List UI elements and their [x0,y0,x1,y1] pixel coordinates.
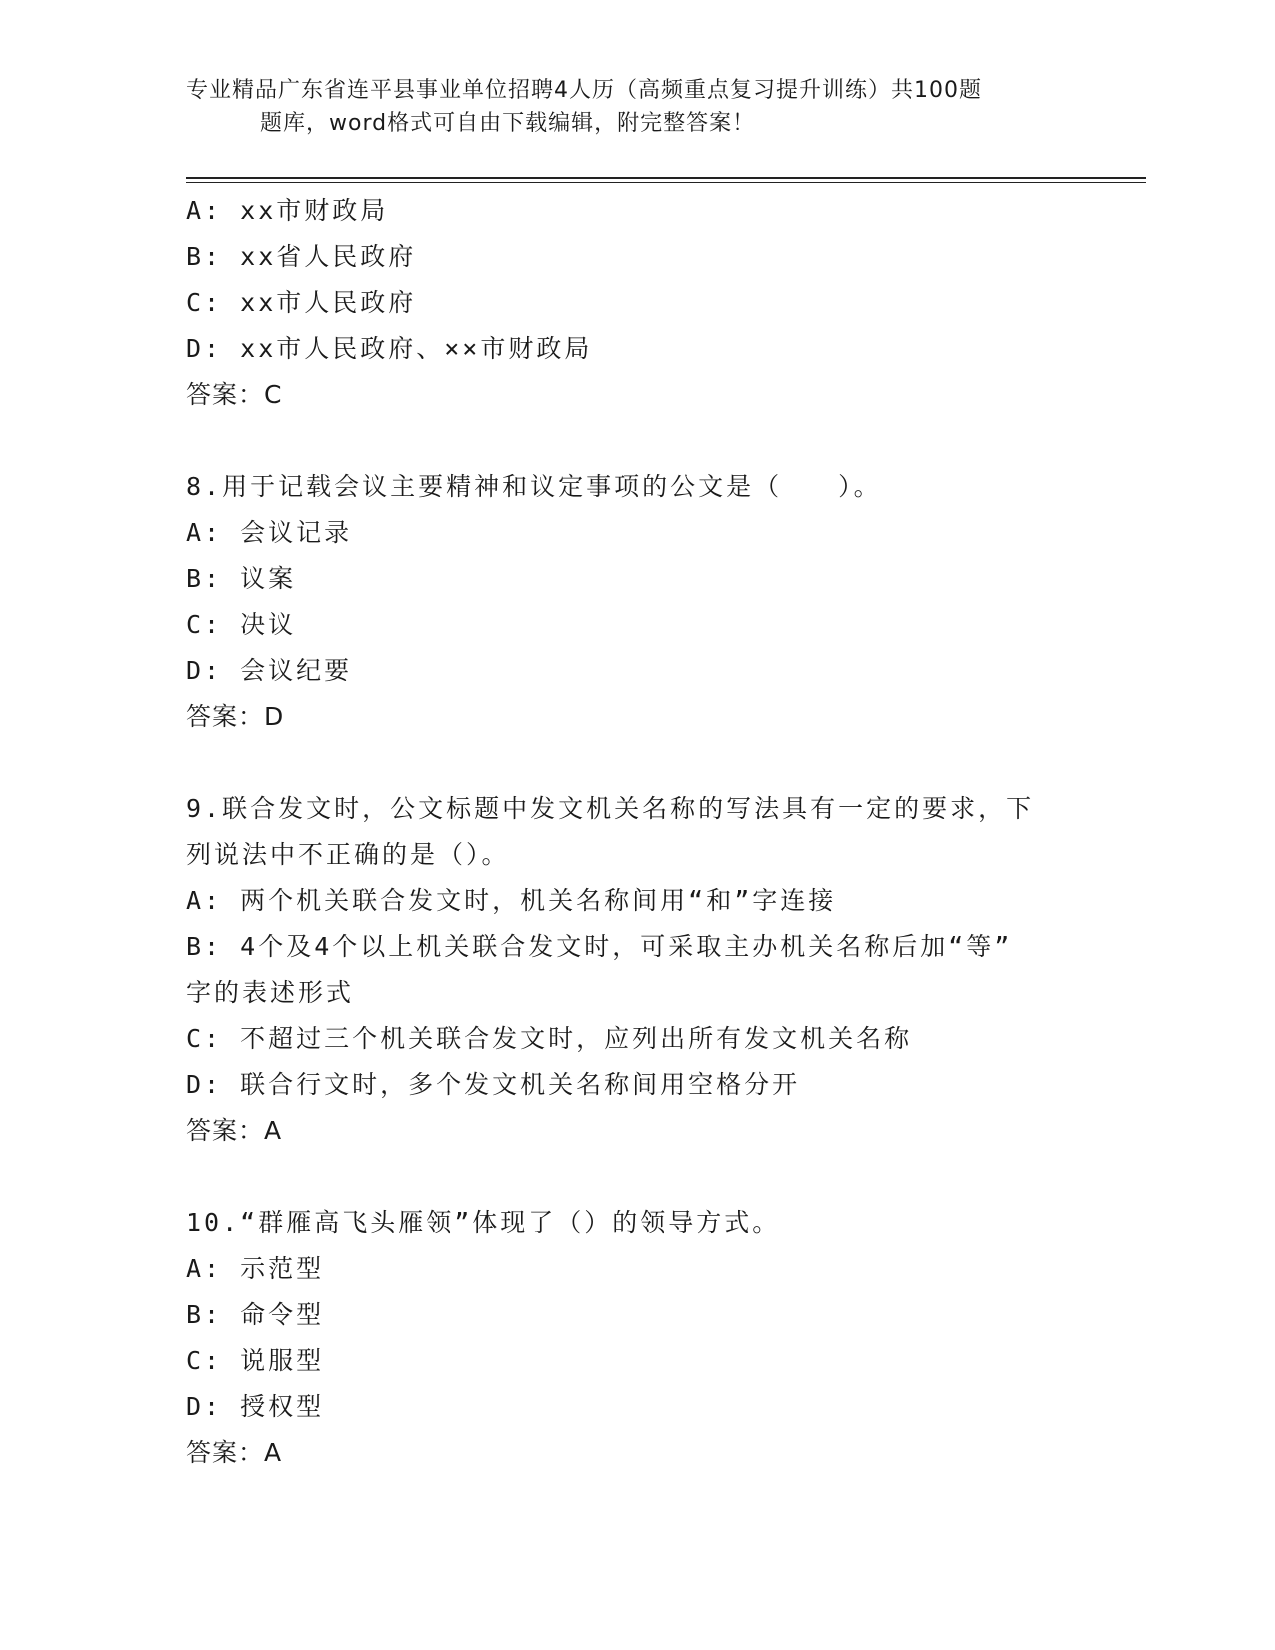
option-b: B: 议案 [186,564,297,593]
option-b: B: 4个及4个以上机关联合发文时，可采取主办机关名称后加“等” [186,932,1013,961]
question-8 [186,464,1066,740]
question-stem-continued: 列说法中不正确的是（）。 [186,840,510,869]
option-a: A: xx市财政局 [186,196,389,225]
title-line-2: 题库，word格式可自由下载编辑，附完整答案！ [260,111,756,136]
answer: 答案：A [186,1116,283,1145]
question-list [186,188,1066,1476]
answer: 答案：A [186,1438,283,1467]
option-c: C: 决议 [186,610,297,639]
answer: 答案：C [186,380,283,409]
option-a: A: 会议记录 [186,518,353,547]
title-line-1: 专业精品广东省连平县事业单位招聘4人历（高频重点复习提升训练）共100题 [186,78,982,103]
question-7 [186,188,1066,418]
answer: 答案：D [186,702,285,731]
question-9 [186,786,1066,1154]
option-d: D: 授权型 [186,1392,325,1421]
spacer [186,740,1066,786]
spacer [186,418,1066,464]
spacer [186,1154,1066,1200]
option-b: B: 命令型 [186,1300,325,1329]
option-c: C: 不超过三个机关联合发文时，应列出所有发文机关名称 [186,1024,913,1053]
option-b: B: xx省人民政府 [186,242,417,271]
option-d: D: 会议纪要 [186,656,353,685]
option-a: A: 两个机关联合发文时，机关名称间用“和”字连接 [186,886,837,915]
option-d: D: xx市人民政府、××市财政局 [186,334,593,363]
question-stem: 10.“群雁高飞头雁领”体现了（）的领导方式。 [186,1208,781,1237]
question-10 [186,1200,1066,1476]
option-b-continued: 字的表述形式 [186,978,355,1007]
question-stem: 9.联合发文时，公文标题中发文机关名称的写法具有一定的要求，下 [186,794,1035,823]
option-c: C: xx市人民政府 [186,288,417,317]
header-divider-thick [186,177,1146,179]
document-title [186,74,1066,140]
header-divider-thin [186,182,1146,183]
question-stem: 8.用于记载会议主要精神和议定事项的公文是（ ）。 [186,472,882,501]
option-d: D: 联合行文时，多个发文机关名称间用空格分开 [186,1070,801,1099]
option-a: A: 示范型 [186,1254,325,1283]
option-c: C: 说服型 [186,1346,325,1375]
